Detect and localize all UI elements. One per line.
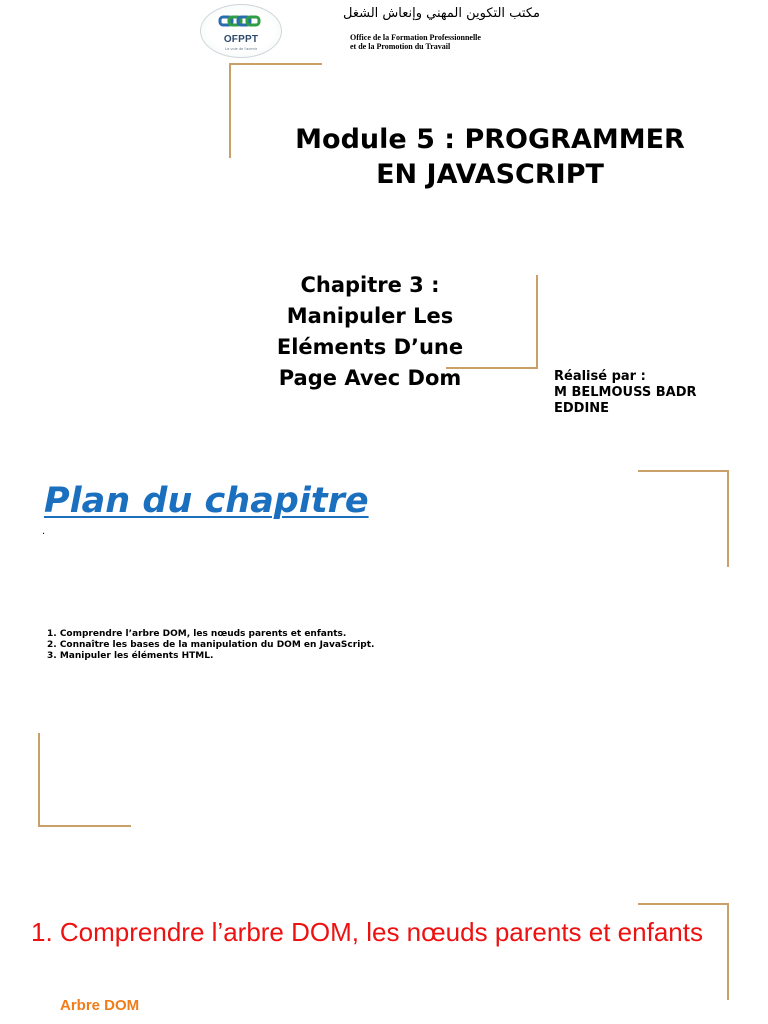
module-title-line-1: Module 5 : PROGRAMMER — [295, 124, 685, 155]
plan-list-item: 1. Comprendre l’arbre DOM, les nœuds parents et enfants. — [47, 629, 347, 639]
section-heading: 1. Comprendre l’arbre DOM, les nœuds parents et enfants — [31, 917, 703, 947]
decorative-corner-plan-top-right — [638, 470, 729, 567]
module-title-line-2: EN JAVASCRIPT — [376, 159, 604, 190]
author-block — [554, 369, 754, 417]
chapter-title-line: Manipuler Les — [286, 304, 454, 328]
plan-list-item: 2. Connaître les bases de la manipulation du DOM en JavaScript. — [47, 640, 375, 650]
chapter-title-line: Eléments D’une — [276, 335, 464, 359]
plan-title: Plan du chapitre — [44, 481, 369, 521]
chapter-title-line: Chapitre 3 : — [300, 273, 440, 297]
plan-list-item: 3. Manipuler les éléments HTML. — [47, 651, 214, 661]
logo-tagline: La voie de l'avenir — [224, 46, 258, 51]
institution-name-line-1: Office de la Formation Professionnelle — [350, 33, 481, 42]
ofppt-logo-icon — [200, 4, 282, 58]
chapter-title-line: Page Avec Dom — [278, 366, 462, 390]
plan-list — [47, 629, 374, 662]
plan-dot: . — [42, 526, 46, 537]
module-title — [250, 122, 730, 192]
decorative-corner-plan-bottom-left — [38, 733, 131, 827]
chapter-title — [230, 270, 510, 394]
author-name-line-2: EDDINE — [554, 401, 610, 416]
section-subheading: Arbre DOM — [60, 997, 140, 1014]
author-label: Réalisé par : — [554, 369, 646, 384]
author-name-line-1: M BELMOUSS BADR — [554, 385, 697, 400]
logo-text: OFPPT — [223, 34, 259, 45]
institution-name-line-2: et de la Promotion du Travail — [350, 42, 451, 51]
arabic-institution-name: مكتب التكوين المهني وإنعاش الشغل — [343, 6, 540, 21]
